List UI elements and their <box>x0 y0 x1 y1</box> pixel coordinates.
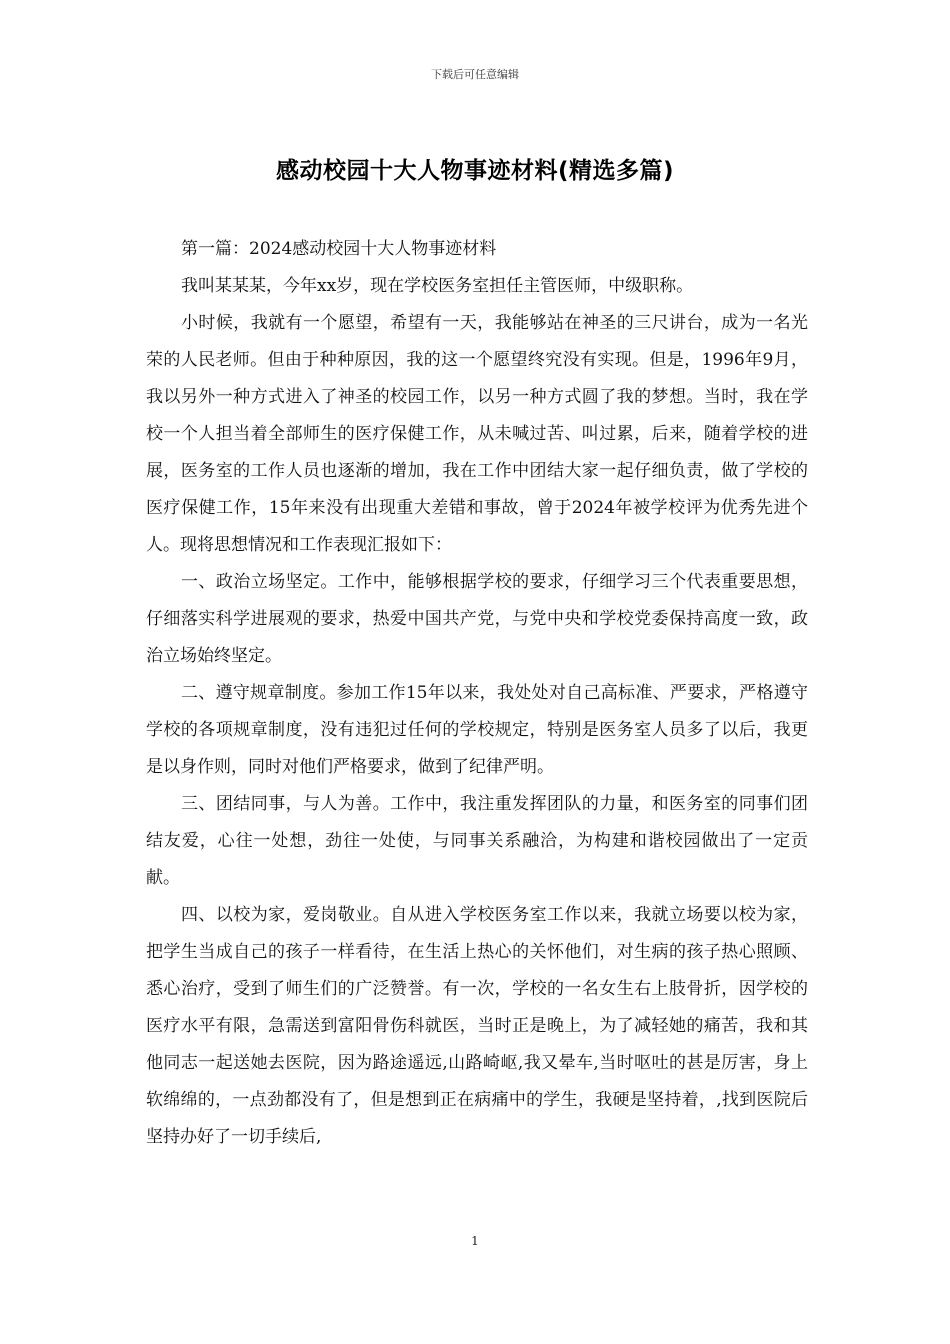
document-title: 感动校园十大人物事迹材料(精选多篇) <box>275 158 675 184</box>
header-note: 下载后可任意编辑 <box>431 68 519 81</box>
page-number: 1 <box>471 1234 479 1248</box>
paragraph-intro: 我叫某某某，今年xx岁，现在学校医务室担任主管医师，中级职称。 <box>181 276 694 296</box>
paragraph-point-3: 三、团结同事，与人为善。工作中，我注重发挥团队的力量，和医务室的同事们团结友爱，心往一处想，劲往一处使，与同事关系融洽，为构建和谐校园做出了一定贡献。 <box>146 794 808 888</box>
paragraph-point-4: 四、以校为家，爱岗敬业。自从进入学校医务室工作以来，我就立场要以校为家，把学生当成自己的孩子一样看待，在生活上热心的关怀他们，对生病的孩子热心照顾、悉心治疗，受到了师生们的广泛赞誉。有一次，学校的一名女生右上肢骨折，因学校的医疗水平有限，急需送到富阳骨伤科就医，当时正是晚上，为了减轻她的痛苦，我和其他同志一起送她去医院，因为路途遥远,山路崎岖,我又晕车,当时呕吐的甚是厉害，身上软绵绵的，一点劲都没有了，但是想到正在病痛中的学生，我硬是坚持着，,找到医院后坚持办好了一切手续后, <box>146 905 808 1147</box>
document-body <box>146 231 808 1156</box>
paragraph-point-1: 一、政治立场坚定。工作中，能够根据学校的要求，仔细学习三个代表重要思想，仔细落实科学进展观的要求，热爱中国共产党，与党中央和学校党委保持高度一致，政治立场始终坚定。 <box>146 572 808 666</box>
paragraph-point-2: 二、遵守规章制度。参加工作15年以来，我处处对自己高标准、严要求，严格遵守学校的各项规章制度，没有违犯过任何的学校规定，特别是医务室人员多了以后，我更是以身作则，同时对他们严格要求，做到了纪律严明。 <box>146 683 808 777</box>
section-heading: 第一篇：2024感动校园十大人物事迹材料 <box>181 239 497 259</box>
paragraph-background: 小时候，我就有一个愿望，希望有一天，我能够站在神圣的三尺讲台，成为一名光荣的人民老师。但由于种种原因，我的这一个愿望终究没有实现。但是，1996年9月，我以另外一种方式进入了神圣的校园工作，以另一种方式圆了我的梦想。当时，我在学校一个人担当着全部师生的医疗保健工作，从未喊过苦、叫过累，后来，随着学校的进展，医务室的工作人员也逐渐的增加，我在工作中团结大家一起仔细负责，做了学校的医疗保健工作，15年来没有出现重大差错和事故，曾于2024年被学校评为优秀先进个人。现将思想情况和工作表现汇报如下： <box>146 313 808 555</box>
